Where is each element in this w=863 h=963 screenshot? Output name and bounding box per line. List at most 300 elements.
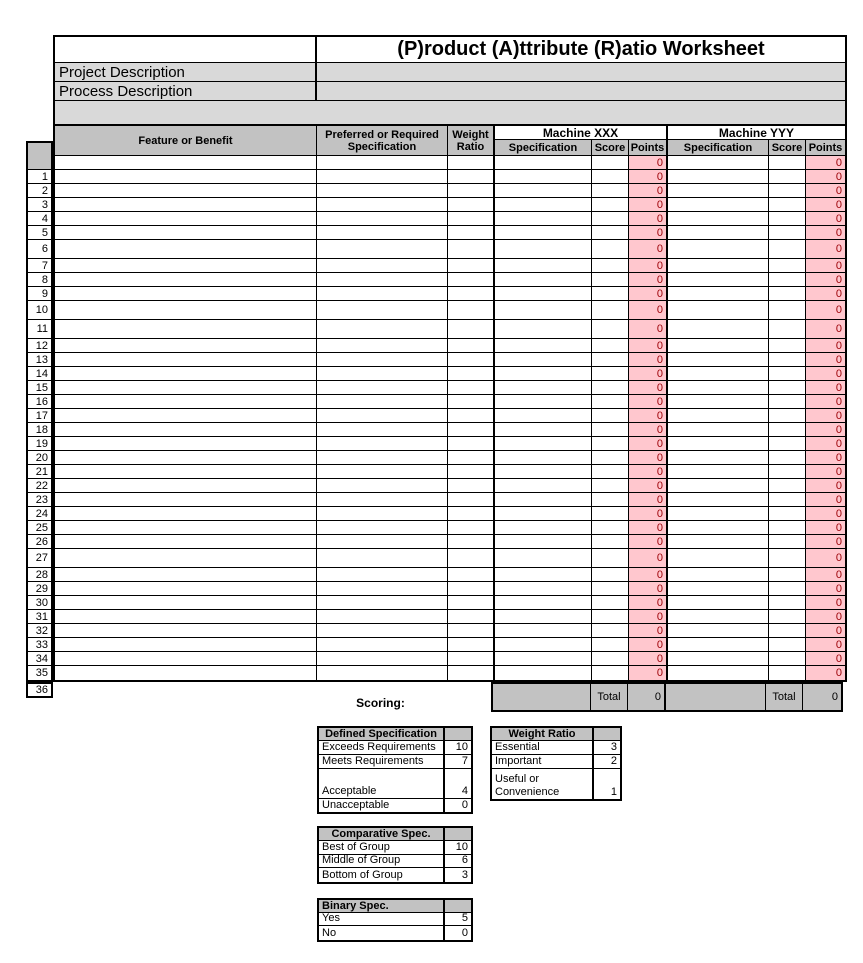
machine-xxx-spec-cell[interactable] [493,638,592,651]
preferred-spec-cell[interactable] [317,156,448,169]
total-xxx-value: 0 [627,684,664,710]
machine-xxx-points-cell: 0 [629,507,666,520]
machine-xxx-spec-cell[interactable] [493,493,592,506]
machine-yyy-score-cell[interactable] [769,507,806,520]
machine-yyy-points-cell: 0 [806,596,845,609]
machine-yyy-spec-cell[interactable] [666,479,769,492]
machine-xxx-spec-cell[interactable] [493,409,592,422]
machine-yyy-points-cell: 0 [806,638,845,651]
preferred-spec-cell[interactable] [317,259,448,272]
machine-xxx-spec-cell[interactable] [493,451,592,464]
machine-xxx-spec-cell[interactable] [493,624,592,637]
preferred-spec-cell[interactable] [317,507,448,520]
weight-ratio-cell[interactable] [448,287,493,300]
feature-cell[interactable] [55,367,317,380]
machine-yyy-spec-cell[interactable] [666,624,769,637]
machine-xxx-score-cell[interactable] [592,339,629,352]
legend-row-label: Important [495,755,542,767]
machine-yyy-spec-cell[interactable] [666,170,769,183]
feature-cell[interactable] [55,184,317,197]
weight-ratio-cell[interactable] [448,240,493,258]
machine-yyy-points-cell: 0 [806,170,845,183]
table-row [55,666,845,680]
machine-yyy-spec-cell[interactable] [666,367,769,380]
preferred-spec-cell[interactable] [317,287,448,300]
machine-xxx-spec-cell[interactable] [493,535,592,548]
machine-yyy-score-cell[interactable] [769,409,806,422]
weight-ratio-cell[interactable] [448,395,493,408]
feature-cell[interactable] [55,198,317,211]
table-row [55,535,845,549]
machine-xxx-score-cell[interactable] [592,624,629,637]
feature-cell[interactable] [55,437,317,450]
machine-yyy-spec-cell[interactable] [666,638,769,651]
table-row [55,287,845,301]
machine-yyy-points-cell: 0 [806,301,845,319]
feature-cell[interactable] [55,353,317,366]
preferred-spec-cell[interactable] [317,367,448,380]
machine-xxx-points-cell: 0 [629,240,666,258]
machine-yyy-spec-cell[interactable] [666,339,769,352]
weight-ratio-cell[interactable] [448,596,493,609]
machine-yyy-spec-cell[interactable] [666,465,769,478]
weight-ratio-cell[interactable] [448,568,493,581]
machine-yyy-score-cell[interactable] [769,479,806,492]
machine-xxx-score-cell[interactable] [592,287,629,300]
machine-yyy-score-cell[interactable] [769,170,806,183]
weight-ratio-cell[interactable] [448,353,493,366]
weight-ratio-cell[interactable] [448,666,493,680]
machine-xxx-points-cell: 0 [629,451,666,464]
weight-ratio-cell[interactable] [448,301,493,319]
feature-cell[interactable] [55,170,317,183]
preferred-spec-cell[interactable] [317,184,448,197]
table-row [55,493,845,507]
machine-yyy-score-cell[interactable] [769,493,806,506]
binary-spec-value-header [443,900,471,912]
feature-cell[interactable] [55,273,317,286]
feature-cell[interactable] [55,624,317,637]
row-number: 25 [28,521,51,535]
feature-or-benefit-header: Feature or Benefit [55,126,317,155]
preferred-spec-cell[interactable] [317,638,448,651]
machine-yyy-score-cell[interactable] [769,638,806,651]
preferred-spec-cell[interactable] [317,549,448,567]
machine-yyy-spec-cell[interactable] [666,610,769,623]
machine-xxx-spec-cell[interactable] [493,226,592,239]
machine-xxx-score-cell[interactable] [592,170,629,183]
weight-ratio-cell[interactable] [448,381,493,394]
machine-yyy-score-cell[interactable] [769,652,806,665]
machine-xxx-score-cell[interactable] [592,156,629,169]
machine-xxx-score-cell[interactable] [592,596,629,609]
row-number: 5 [28,226,51,240]
machine-yyy-score-cell[interactable] [769,549,806,567]
machine-xxx-score-cell[interactable] [592,381,629,394]
preferred-spec-cell[interactable] [317,610,448,623]
machine-yyy-score-cell[interactable] [769,198,806,211]
machine-xxx-score-cell[interactable] [592,521,629,534]
machine-xxx-score-cell[interactable] [592,437,629,450]
machine-xxx-score-cell[interactable] [592,493,629,506]
machine-yyy-spec-cell[interactable] [666,320,769,338]
machine-xxx-spec-cell[interactable] [493,437,592,450]
machine-xxx-spec-cell[interactable] [493,507,592,520]
machine-xxx-spec-cell[interactable] [493,184,592,197]
weight-ratio-cell[interactable] [448,212,493,225]
machine-xxx-score-cell[interactable] [592,423,629,436]
weight-ratio-cell[interactable] [448,156,493,169]
machine-xxx-score-cell[interactable] [592,479,629,492]
machine-yyy-spec-cell[interactable] [666,273,769,286]
weight-ratio-cell[interactable] [448,624,493,637]
feature-cell[interactable] [55,395,317,408]
machine-xxx-spec-cell[interactable] [493,353,592,366]
machine-yyy-spec-cell[interactable] [666,596,769,609]
machine-xxx-spec-cell[interactable] [493,521,592,534]
machine-xxx-spec-cell[interactable] [493,259,592,272]
legend-row-label: Essential [495,741,540,753]
legend-row [319,741,471,755]
weight-ratio-header [448,126,493,155]
machine-yyy-spec-cell[interactable] [666,409,769,422]
weight-ratio-cell[interactable] [448,652,493,665]
weight-ratio-cell[interactable] [448,423,493,436]
machine-xxx-score-cell[interactable] [592,395,629,408]
weight-ratio-cell[interactable] [448,170,493,183]
machine-xxx-score-cell[interactable] [592,451,629,464]
machine-xxx-spec-cell[interactable] [493,568,592,581]
machine-yyy-score-cell[interactable] [769,320,806,338]
row-number: 2 [28,184,51,198]
machine-xxx-spec-cell[interactable] [493,582,592,595]
machine-xxx-score-cell[interactable] [592,353,629,366]
machine-xxx-points-cell: 0 [629,301,666,319]
machine-yyy-spec-cell[interactable] [666,212,769,225]
preferred-spec-cell[interactable] [317,568,448,581]
table-row [55,184,845,198]
weight-ratio-cell[interactable] [448,465,493,478]
machine-yyy-score-cell[interactable] [769,535,806,548]
machine-xxx-spec-cell[interactable] [493,301,592,319]
feature-cell[interactable] [55,301,317,319]
feature-cell[interactable] [55,451,317,464]
process-description-input[interactable] [317,82,845,100]
preferred-spec-cell[interactable] [317,409,448,422]
machine-xxx-spec-header: Specification [495,140,592,155]
feature-cell[interactable] [55,521,317,534]
feature-cell[interactable] [55,638,317,651]
machine-xxx-score-cell[interactable] [592,549,629,567]
machine-xxx-points-cell: 0 [629,198,666,211]
preferred-spec-cell[interactable] [317,493,448,506]
machine-xxx-spec-cell[interactable] [493,339,592,352]
machine-yyy-points-cell: 0 [806,409,845,422]
preferred-spec-cell[interactable] [317,624,448,637]
machine-xxx-spec-cell[interactable] [493,549,592,567]
machine-xxx-points-cell: 0 [629,395,666,408]
machine-yyy-score-cell[interactable] [769,582,806,595]
machine-xxx-score-cell[interactable] [592,240,629,258]
preferred-spec-cell[interactable] [317,226,448,239]
weight-ratio-cell[interactable] [448,638,493,651]
preferred-spec-cell[interactable] [317,198,448,211]
weight-ratio-cell[interactable] [448,367,493,380]
feature-cell[interactable] [55,465,317,478]
preferred-spec-cell[interactable] [317,451,448,464]
preferred-spec-cell[interactable] [317,582,448,595]
weight-ratio-cell[interactable] [448,273,493,286]
weight-ratio-cell[interactable] [448,479,493,492]
project-description-input[interactable] [317,63,845,81]
row-number: 9 [28,287,51,301]
machine-yyy-points-cell: 0 [806,339,845,352]
feature-cell[interactable] [55,381,317,394]
machine-yyy-spec-cell[interactable] [666,184,769,197]
machine-yyy-score-cell[interactable] [769,301,806,319]
machine-yyy-score-cell[interactable] [769,353,806,366]
machine-yyy-spec-cell[interactable] [666,451,769,464]
weight-ratio-cell[interactable] [448,535,493,548]
preferred-spec-cell[interactable] [317,465,448,478]
preferred-spec-cell[interactable] [317,339,448,352]
machine-yyy-spec-cell[interactable] [666,493,769,506]
preferred-spec-cell[interactable] [317,652,448,665]
table-row [55,507,845,521]
machine-yyy-score-cell[interactable] [769,381,806,394]
machine-yyy-spec-cell[interactable] [666,226,769,239]
feature-cell[interactable] [55,339,317,352]
machine-yyy-score-cell[interactable] [769,437,806,450]
preferred-spec-cell[interactable] [317,479,448,492]
machine-yyy-score-cell[interactable] [769,666,806,680]
feature-cell[interactable] [55,479,317,492]
machine-yyy-score-cell[interactable] [769,156,806,169]
machine-xxx-score-cell[interactable] [592,465,629,478]
machine-yyy-spec-cell[interactable] [666,287,769,300]
machine-xxx-score-cell[interactable] [592,259,629,272]
machine-yyy-score-cell[interactable] [769,451,806,464]
machine-yyy-spec-cell[interactable] [666,549,769,567]
machine-xxx-spec-cell[interactable] [493,320,592,338]
legend-row [319,799,471,812]
machine-yyy-spec-cell[interactable] [666,582,769,595]
preferred-spec-cell[interactable] [317,381,448,394]
weight-ratio-cell[interactable] [448,320,493,338]
weight-ratio-cell[interactable] [448,184,493,197]
machine-xxx-spec-cell[interactable] [493,479,592,492]
machine-yyy-spec-cell[interactable] [666,437,769,450]
machine-yyy-score-cell[interactable] [769,259,806,272]
preferred-spec-cell[interactable] [317,353,448,366]
machine-yyy-spec-cell[interactable] [666,353,769,366]
machine-xxx-points-cell: 0 [629,568,666,581]
feature-cell[interactable] [55,610,317,623]
feature-cell[interactable] [55,287,317,300]
legend-row-label: Unacceptable [322,799,390,811]
machine-xxx-score-cell[interactable] [592,301,629,319]
machine-xxx-spec-cell[interactable] [493,596,592,609]
machine-xxx-score-cell[interactable] [592,638,629,651]
machine-yyy-spec-cell[interactable] [666,535,769,548]
weight-ratio-cell[interactable] [448,259,493,272]
machine-yyy-score-cell[interactable] [769,273,806,286]
machine-xxx-score-cell[interactable] [592,568,629,581]
preferred-spec-cell[interactable] [317,170,448,183]
weight-ratio-cell[interactable] [448,610,493,623]
machine-xxx-score-cell[interactable] [592,198,629,211]
machine-xxx-spec-cell[interactable] [493,240,592,258]
machine-yyy-score-cell[interactable] [769,212,806,225]
row-number: 29 [28,582,51,596]
machine-yyy-score-cell[interactable] [769,367,806,380]
weight-ratio-cell[interactable] [448,549,493,567]
preferred-spec-cell[interactable] [317,535,448,548]
feature-cell[interactable] [55,320,317,338]
machine-yyy-score-cell[interactable] [769,610,806,623]
machine-yyy-score-cell[interactable] [769,624,806,637]
machine-xxx-spec-cell[interactable] [493,381,592,394]
machine-xxx-spec-cell[interactable] [493,198,592,211]
machine-yyy-spec-cell[interactable] [666,381,769,394]
preferred-spec-cell[interactable] [317,666,448,680]
machine-xxx-score-cell[interactable] [592,666,629,680]
weight-ratio-cell[interactable] [448,339,493,352]
machine-xxx-score-cell[interactable] [592,409,629,422]
machine-yyy-score-cell[interactable] [769,184,806,197]
machine-xxx-spec-cell[interactable] [493,273,592,286]
row-number: 8 [28,273,51,287]
machine-xxx-score-cell[interactable] [592,226,629,239]
machine-yyy-score-cell[interactable] [769,240,806,258]
legend-row-value: 3 [443,868,471,882]
feature-cell[interactable] [55,240,317,258]
machine-xxx-spec-cell[interactable] [493,170,592,183]
preferred-spec-cell[interactable] [317,320,448,338]
row-number: 13 [28,353,51,367]
preferred-spec-cell[interactable] [317,521,448,534]
feature-cell[interactable] [55,259,317,272]
machine-yyy-spec-cell[interactable] [666,568,769,581]
preferred-spec-cell[interactable] [317,437,448,450]
weight-ratio-cell[interactable] [448,521,493,534]
machine-yyy-spec-cell[interactable] [666,652,769,665]
row-number: 22 [28,479,51,493]
row-number: 3 [28,198,51,212]
machine-xxx-points-cell: 0 [629,465,666,478]
feature-cell[interactable] [55,507,317,520]
machine-xxx-spec-cell[interactable] [493,610,592,623]
machine-yyy-score-cell[interactable] [769,465,806,478]
machine-yyy-score-cell[interactable] [769,287,806,300]
preferred-spec-cell[interactable] [317,212,448,225]
weight-ratio-cell[interactable] [448,226,493,239]
weight-ratio-cell[interactable] [448,493,493,506]
preferred-spec-cell[interactable] [317,240,448,258]
feature-cell[interactable] [55,652,317,665]
weight-ratio-cell[interactable] [448,582,493,595]
machine-xxx-score-cell[interactable] [592,320,629,338]
machine-xxx-spec-cell[interactable] [493,465,592,478]
feature-cell[interactable] [55,423,317,436]
feature-cell[interactable] [55,549,317,567]
legend-row-label: Yes [322,912,340,924]
feature-cell[interactable] [55,666,317,680]
weight-ratio-cell[interactable] [448,198,493,211]
machine-yyy-spec-cell[interactable] [666,395,769,408]
machine-yyy-score-cell[interactable] [769,423,806,436]
machine-xxx-spec-cell[interactable] [493,423,592,436]
weight-ratio-cell[interactable] [448,507,493,520]
machine-xxx-score-cell[interactable] [592,535,629,548]
machine-yyy-score-cell[interactable] [769,339,806,352]
feature-cell[interactable] [55,409,317,422]
machine-xxx-score-cell[interactable] [592,184,629,197]
machine-xxx-spec-cell[interactable] [493,287,592,300]
machine-xxx-score-cell[interactable] [592,582,629,595]
machine-xxx-score-cell[interactable] [592,507,629,520]
machine-yyy-spec-cell[interactable] [666,198,769,211]
feature-cell[interactable] [55,535,317,548]
feature-cell[interactable] [55,493,317,506]
machine-xxx-spec-cell[interactable] [493,652,592,665]
feature-cell[interactable] [55,596,317,609]
preferred-spec-cell[interactable] [317,423,448,436]
machine-yyy-score-cell[interactable] [769,395,806,408]
machine-xxx-score-cell[interactable] [592,610,629,623]
machine-yyy-spec-cell[interactable] [666,423,769,436]
preferred-spec-cell[interactable] [317,273,448,286]
machine-yyy-score-cell[interactable] [769,521,806,534]
machine-yyy-score-cell[interactable] [769,226,806,239]
machine-xxx-spec-cell[interactable] [493,212,592,225]
machine-xxx-spec-cell[interactable] [493,367,592,380]
machine-yyy-spec-cell[interactable] [666,521,769,534]
machine-xxx-spec-cell[interactable] [493,666,592,680]
machine-xxx-score-cell[interactable] [592,212,629,225]
preferred-spec-cell[interactable] [317,596,448,609]
machine-xxx-score-cell[interactable] [592,367,629,380]
machine-yyy-spec-cell[interactable] [666,156,769,169]
machine-xxx-spec-cell[interactable] [493,156,592,169]
machine-xxx-spec-cell[interactable] [493,395,592,408]
machine-yyy-score-cell[interactable] [769,596,806,609]
table-row [55,582,845,596]
machine-yyy-spec-cell[interactable] [666,240,769,258]
feature-cell[interactable] [55,156,317,169]
machine-yyy-score-cell[interactable] [769,568,806,581]
weight-ratio-cell[interactable] [448,437,493,450]
feature-cell[interactable] [55,226,317,239]
preferred-spec-cell[interactable] [317,395,448,408]
feature-cell[interactable] [55,568,317,581]
title-left-blank-cell[interactable] [55,37,317,62]
machine-yyy-spec-cell[interactable] [666,507,769,520]
machine-yyy-spec-cell[interactable] [666,301,769,319]
machine-xxx-score-cell[interactable] [592,652,629,665]
preferred-spec-cell[interactable] [317,301,448,319]
machine-yyy-points-cell: 0 [806,156,845,169]
total-row [491,682,843,712]
feature-cell[interactable] [55,582,317,595]
machine-yyy-spec-cell[interactable] [666,666,769,680]
machine-xxx-score-cell[interactable] [592,273,629,286]
weight-ratio-cell[interactable] [448,409,493,422]
feature-cell[interactable] [55,212,317,225]
row-number: 32 [28,624,51,638]
weight-ratio-cell[interactable] [448,451,493,464]
machine-yyy-spec-cell[interactable] [666,259,769,272]
